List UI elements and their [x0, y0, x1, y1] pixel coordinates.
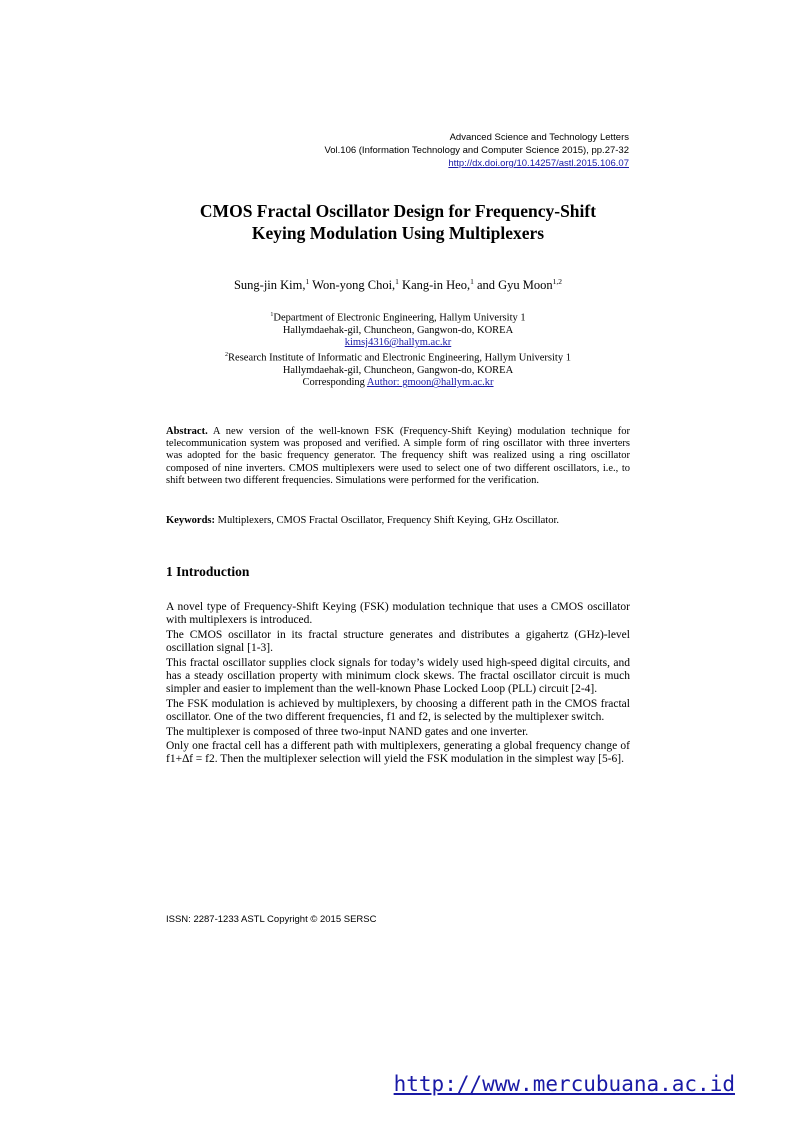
watermark-link[interactable]: http://www.mercubuana.ac.id: [393, 1072, 735, 1096]
journal-header: [324, 131, 629, 170]
author-affiliation-mark: 1: [470, 277, 474, 286]
journal-volume: Vol.106 (Information Technology and Computer Science 2015), pp.27-32: [324, 145, 629, 156]
author-affiliation-mark: 1: [305, 277, 310, 286]
affiliation-2-address: Hallymdaehak-gil, Chuncheon, Gangwon-do, KOREA: [282, 365, 514, 377]
affiliation-1-address: Hallymdaehak-gil, Chuncheon, Gangwon-do, KOREA: [282, 324, 514, 336]
abstract-text: A new version of the well-known FSK (Frequency-Shift Keying) modulation technique for telecommunication system was proposed and verified. A simple form of ring oscillator with three inverters was adopted for the basic frequency generator. The frequency shift was realized using a ring oscillator composed of nine inverters. CMOS multiplexers were used to select one of two different oscillators, i.e., to shift between two different frequencies. Simulations were performed for the verification.: [166, 426, 630, 486]
author-name: Sung-jin Kim,: [233, 278, 306, 293]
doi-link[interactable]: http://dx.doi.org/10.14257/astl.2015.106.07: [448, 158, 629, 169]
title-line-2: Keying Modulation Using Multiplexers: [251, 223, 545, 243]
author-list: [166, 277, 630, 293]
title-line-1: CMOS Fractal Oscillator Design for Frequency-Shift: [199, 201, 597, 221]
affiliation-2-mark: 2: [225, 352, 229, 359]
author-name: Kang-in Heo,: [398, 278, 471, 293]
abstract: [166, 426, 630, 487]
paragraph: The CMOS oscillator in its fractal structure generates and distributes a gigahertz (GHz)-level oscillation signal [1-3].: [166, 628, 630, 655]
paragraph: A novel type of Frequency-Shift Keying (FSK) modulation technique that uses a CMOS oscillator with multiplexers is introduced.: [166, 601, 630, 627]
author-name: Won-yong Choi,: [309, 278, 396, 293]
body-text: [166, 601, 630, 768]
email-link[interactable]: kimsj4316@hallym.ac.kr: [344, 337, 452, 349]
keywords: [166, 515, 630, 527]
paragraph: The multiplexer is composed of three two-input NAND gates and one inverter.: [166, 725, 529, 738]
author-affiliation-mark: 1,2: [552, 277, 563, 286]
issn-footer: ISSN: 2287-1233 ASTL Copyright © 2015 SERSC: [166, 914, 377, 925]
affiliation-1-dept: $^1$Department of Electronic Engineering, Hallym University 1: [270, 312, 526, 324]
paper-title: [166, 200, 630, 244]
affiliation-2-dept: $^2$Research Institute of Informatic and Electronic Engineering, Hallym University 1: [225, 352, 571, 364]
affiliation-1-mark: 1: [270, 312, 274, 318]
journal-name: Advanced Science and Technology Letters: [449, 132, 629, 143]
keywords-text: Multiplexers, CMOS Fractal Oscillator, Frequency Shift Keying, GHz Oscillator.: [215, 515, 559, 526]
corresponding-author: Corresponding Author: gmoon@hallym.ac.kr: [302, 377, 494, 389]
affiliations: [166, 309, 630, 390]
keywords-label: Keywords:: [166, 515, 215, 526]
author-affiliation-mark: 1: [395, 277, 399, 286]
paragraph: Only one fractal cell has a different path with multiplexers, generating a global frequency change of f1+∆f = f2. Then the multiplexer selection will yield the FSK modulation in the simplest way [5-6].: [166, 740, 630, 766]
paragraph: The FSK modulation is achieved by multiplexers, by choosing a different path in the CMOS fractal oscillator. One of the two different frequencies, f1 and f2, is selected by the multiplexer switch.: [166, 697, 630, 724]
author-name: and Gyu Moon: [473, 278, 553, 293]
section-heading: 1 Introduction: [166, 564, 250, 579]
abstract-label: Abstract.: [166, 426, 208, 437]
corresponding-author-link[interactable]: Author: gmoon@hallym.ac.kr: [366, 377, 494, 389]
paragraph: This fractal oscillator supplies clock signals for today’s widely used high-speed digital circuits, and has a steady oscillation property with minimum clock skews. The fractal oscillator circuit is much simpler and easier to implement than the well-known Phase Locked Loop (PLL) circuit [2-4].: [166, 656, 630, 696]
